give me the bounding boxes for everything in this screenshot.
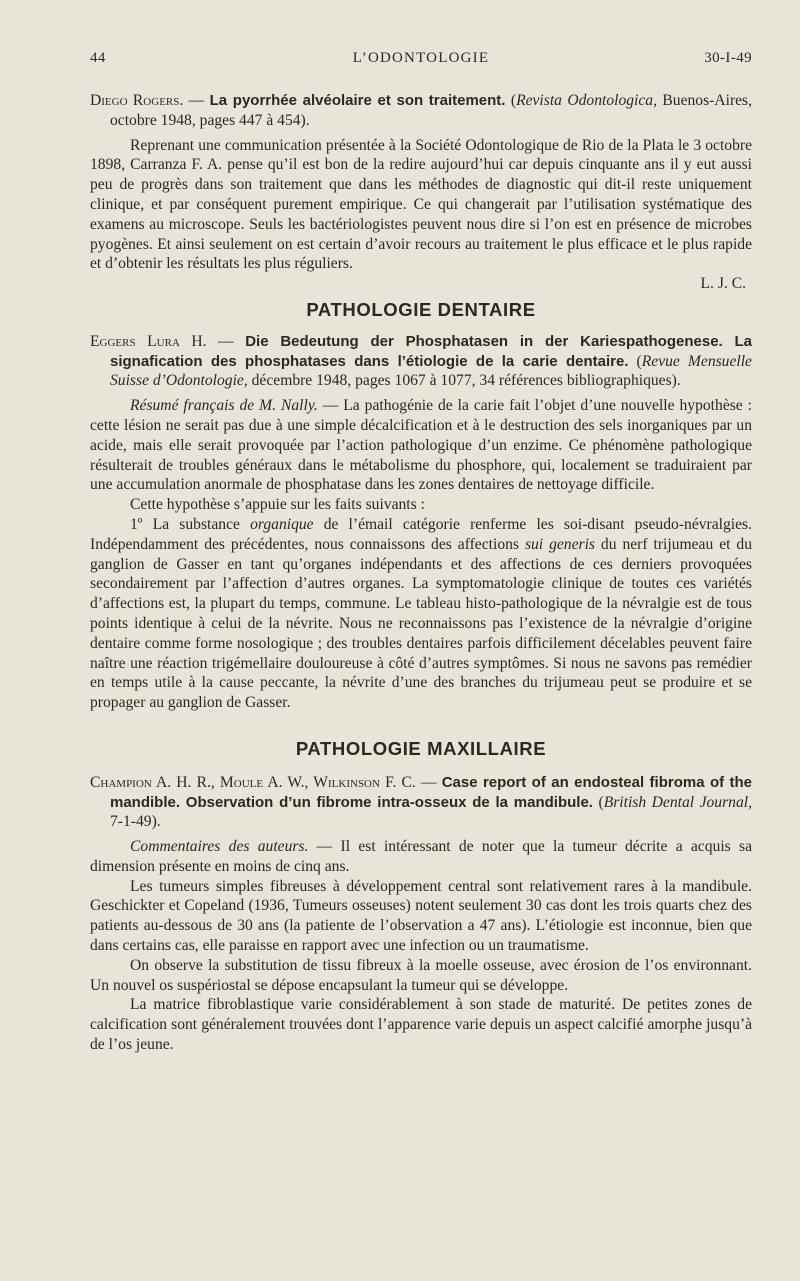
article2-resume xyxy=(90,396,752,495)
article3-paragraph-2: Les tumeurs simples fibreuses à développement central sont relativement rares à la mandibule. Geschickter et Copeland (1936, Tumeurs osseuses) notent seulement 30 cas dont les trois quarts chez des patients au-dessous de 30 ans (la patiente de l’observation a 47 ans). L’étiologie est inconnue, bien que dans certains cas, elle paraisse en rapport avec une infection ou un traumatisme. xyxy=(90,877,752,955)
article3-dash: — xyxy=(415,773,442,791)
article3-source-rest: 7-1-49). xyxy=(110,813,161,831)
article1-source-open: ( xyxy=(505,92,517,109)
article2-reference xyxy=(90,332,752,391)
article1-source-rest: Buenos-Aires, octobre 1948, pages 447 à 454). xyxy=(110,92,753,129)
article2-paragraph-2: Cette hypothèse s’appuie sur les faits suivants : xyxy=(130,496,425,514)
article2-paragraph-3 xyxy=(90,515,752,713)
article3-source-journal: British Dental Journal, xyxy=(603,793,752,811)
article3-authors: Champion A. H. R., Moule A. W., Wilkinson F. C. xyxy=(90,773,416,791)
article3-comment-text: — Il est intéressant de noter que la tumeur décrite a acquis sa dimension présente en moins de cinq ans. xyxy=(90,838,752,875)
article3-paragraph-4: La matrice fibroblastique varie considérablement à son stade de maturité. De petites zones de calcification sont généralement trouvées dont l’apparence varie depuis un aspect calcifié amorphe jusqu’à de l’os jeune. xyxy=(90,996,752,1054)
article2-source-journal: Revue Mensuelle Suisse d’Odontologie, xyxy=(110,352,752,390)
article1-reference xyxy=(90,91,752,131)
article2-p3-emphasis-organique: organique xyxy=(250,515,314,533)
article2-p3-c: de l’émail catégorie renferme les soi-disant pseudo-névralgies. Indépendamment des précédentes, nous connaissons des affections xyxy=(90,515,752,553)
article3-comment xyxy=(90,837,752,877)
article3-title: Case report of an endosteal fibroma of the mandible. Observation d’un fibrome intra-osseux de la mandibule. xyxy=(110,773,752,811)
page-number: 44 xyxy=(90,50,106,66)
article2-source-rest: décembre 1948, pages 1067 à 1077, 34 références bibliographiques). xyxy=(247,372,681,390)
article3-paragraph-3: On observe la substitution de tissu fibreux à la moelle osseuse, avec érosion de l’os environnant. Un nouvel os suspériostal se dépose encapsulant la tumeur qui se développe. xyxy=(90,956,752,994)
article3-reference xyxy=(90,773,752,832)
article1-body: Reprenant une communication présentée à la Société Odontologique de Rio de la Plata le 3 octobre 1898, Carranza F. A. pense qu’il est bon de la redire aujourd’hui car depuis cinquante ans il y eut aussi peu de progrès dans son traitement que dans les méthodes de diagnostic qui dit-il reste uniquement clinique, et par conséquent purement empirique. Ce qui changerait par l’utilisation systématique des examens au microscope. Seuls les bactériologistes peuvent nous dire si l’on est en présence de microbes pyogènes. Et ainsi seulement on est certain d’avoir recours au traitement le plus efficace et le plus rapide et d’obtenir les résultats les plus réguliers. xyxy=(90,136,752,273)
article1-dash: — xyxy=(183,92,210,109)
article2-author: Eggers Lura H. xyxy=(90,332,207,350)
section-heading-maxillaire: PATHOLOGIE MAXILLAIRE xyxy=(295,737,547,759)
issue-date: 30-I-49 xyxy=(704,50,752,66)
article2-p3-emphasis-sui-generis: sui generis xyxy=(524,535,595,553)
section-heading-dentaire: PATHOLOGIE DENTAIRE xyxy=(306,298,536,320)
article1-title: La pyorrhée alvéolaire et son traitement. xyxy=(209,92,506,109)
article1-author: Diego Rogers. xyxy=(90,92,184,109)
running-header xyxy=(90,50,752,70)
article2-p3-a: 1º La substance xyxy=(130,515,251,533)
page-content xyxy=(90,91,752,1055)
article1-source-journal: Revista Odontologica, xyxy=(516,92,657,109)
article2-dash: — xyxy=(206,332,246,350)
article2-source-open: ( xyxy=(628,352,642,370)
article2-resume-label: Résumé français de M. Nally. xyxy=(130,397,318,415)
article3-source-open: ( xyxy=(592,793,604,811)
journal-title: L’ODONTOLOGIE xyxy=(352,50,490,66)
article1-signature: L. J. C. xyxy=(700,275,746,293)
article3-comment-label: Commentaires des auteurs. xyxy=(130,838,309,856)
article2-resume-text: — La pathogénie de la carie fait l’objet d’une nouvelle hypothèse : cette lésion ne serait pas due à une simple décalcification et à le destruction des sels inorganiques par un acide, mais elle serait provoquée par l’action pathologique d’un enzime. Ce phénomène pathologique résulterait de troubles généraux dans le métabolisme du phosphore, qui, localement se traduiraient par une accumulation anormale de phosphatase dans les zones dentaires de nettoyage difficile. xyxy=(90,397,752,494)
article2-p3-e: du nerf trijumeau et du ganglion de Gasser en tant qu’organes indépendants et des affections de ces derniers provoquées secondairement par l’affection d’autres organes. La symptomatologie clinique de toutes ces variétés d’affections est, la plupart du temps, commune. Le tableau histo-pathologique de la névralgie est de tous points identique à celui de la névrite. Nous ne reconnaissons pas l’existence de la névralgie d’origine dentaire comme forme nosologique ; des troubles dentaires parfois difficilement décelables peuvent faire naître une réaction trigémellaire douloureuse à côté d’autres symptômes. Si nous ne savons pas remédier en temps utile à la cause peccante, la névrite d’une des branches du trijumeau peut se produire et se propager au ganglion de Gasser. xyxy=(90,535,752,712)
article2-title: Die Bedeutung der Phosphatasen in der Kariespathogenese. La signafication des phosphatases dans l’étiologie de la carie dentaire. xyxy=(110,332,752,370)
